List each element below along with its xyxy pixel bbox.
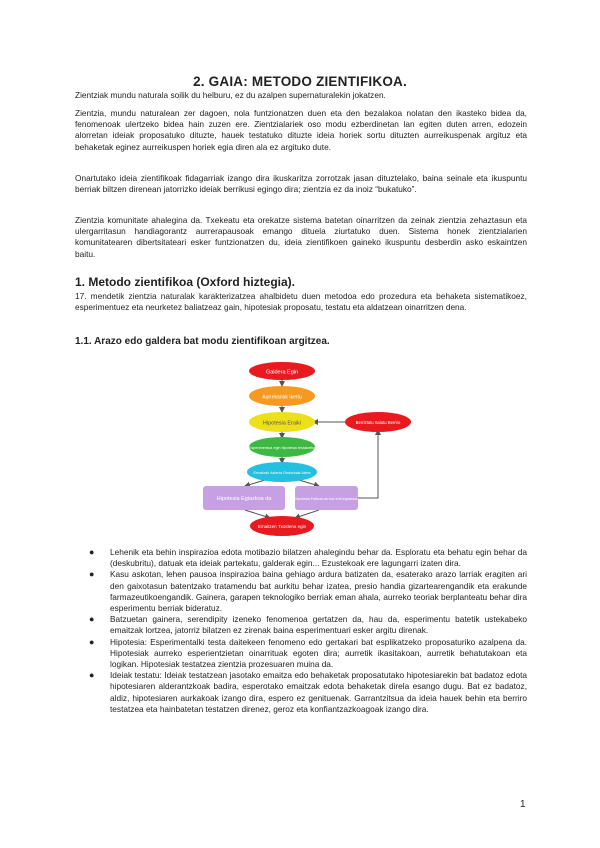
list-item: ● Ideiak testatu: Ideiak testatzean jasotako emaitza edo behaketak proposatutako hipotesiarekin bat badatoz edota hipotesiaren alderantzkoak badira, esperotako emaitzak edota behaketak direla esango dugu. Bat ez badatoz, aldiz, hipotesiaren aurkakoak izango dira, espero ez genituenak. Garrantzitsua da ideia hauek behin eta berriro testatzea eta hainbatetan testatzen direnez, geroz eta konfiantzazkoagoak izango dira. [89, 670, 527, 714]
node-galdera-egin [249, 362, 315, 380]
scientific-method-diagram [195, 358, 435, 538]
section-1-heading: 1. Metodo zientifikoa (Oxford hiztegia). [75, 275, 296, 289]
node-berriztatu [345, 412, 411, 432]
bullet-list [75, 547, 527, 715]
svg-text:Berriztatu Saiatu Berriro: Berriztatu Saiatu Berriro [355, 420, 401, 425]
page-title: 2. GAIA: METODO ZIENTIFIKOA. [193, 74, 407, 89]
node-emaitzak-aztertu [247, 462, 317, 482]
paragraph-3: Zientzia komunitate ahalegina da. Txekeatu eta orekatze sistema batetan oinarritzen da zeinak zientzia zehaztasun eta ulergarritasun handiagorantz aurrerapausoak emango dituela ziurtatuko duen. Sistema honek zientzialarien komunitatearen dibertsitateari esker funtzionatzen du, ideia zientifikoen gaineko ikuspuntu desberdin asko eskaintzen baitu. [75, 215, 527, 259]
node-aurrekariak-ikertu [249, 386, 315, 406]
node-hipotesia-faltsua [295, 486, 358, 510]
bullet-icon: ● [89, 636, 95, 647]
bullet-icon: ● [89, 670, 95, 681]
page-number: 1 [520, 799, 526, 810]
node-hipotesia-egiazkoa [203, 486, 285, 510]
list-item: ● Lehenik eta behin inspirazioa edota motibazio bilatzen ahalegindu behar da. Esploratu eta behatu egin behar da (deskubritu), datuak eta ideiak partekatu, galderak egin... Ezustekoak ere lagungarri izaten dira. [89, 547, 527, 569]
list-item: ● Hipotesia: Esperimentalki testa daitekeen fenomeno edo gertakari bat esplikatzeko proposaturiko azalpena da. Hipotesiak aurreko esperientzietan oinarrituak egoten dira; aurretik ikasitakoan, aurretik behatutakoan eta logikan. Hipotesiak testatzea zientzia prozesuaren muina da. [89, 636, 527, 670]
svg-text:Aurrekariak Ikertu: Aurrekariak Ikertu [262, 394, 302, 401]
intro-text: Zientziak mundu naturala soilik du helburu, ez du azalpen supernaturalekin jokatzen. [75, 90, 386, 100]
list-item: ● Kasu askotan, lehen pausoa inspirazioa baina gehiago ardura batizaten da, esaterako arazo larriak eragiten ari den gaixotasun batentzako tratamendu bat aurkitu behar izatea, presio handia gizartearengandik eta erakunde farmazeutikoengandik. Gainera, garapen teknologiko berriak eman ahala, aurreko teoriak berplanteatu behar dira esperimentu berriak bideratuz. [89, 569, 527, 614]
list-item: ● Batzuetan gainera, serendipity izeneko fenomenoa gertatzen da, hau da, esperimentu batetik ustekabeko emaitzak lortzea, jatorriz bilatzen ez zirenak baina esperimentuari esker argitu direnak. [89, 614, 527, 636]
node-emaitzen-txostena [250, 516, 314, 536]
svg-text:Esperimentua egin hipotesia te: Esperimentua egin hipotesia testatzeko [248, 446, 316, 450]
svg-text:Galdera Egin: Galdera Egin [265, 369, 299, 376]
paragraph-2: Onartutako ideia zientifikoak fidagarriak izango dira ikuskaritza zorrotzak jasan dituztelako, baina seinale eta ikuspuntu berriak biltzen direnean jatorrizko ideiak berrikusi egingo dira; zientzia ez da inoiz “bukatuko”. [75, 173, 527, 195]
section-1-1-heading: 1.1. Arazo edo galdera bat modu zientifikoan argitzea. [75, 336, 330, 347]
paragraph-1: Zientzia, mundu naturalean zer dagoen, nola funtzionatzen duen eta den bezalakoa nolatan den ikasteko bidea da, fenomenoak ulertzeko bidea hain zuzen ere. Zientzialariek oso modu ezberdinetan lan egiten duten arren, edozein alorretan ideiak proposatuko dituzte, hauek testatuko dituzte ideia horiek sortu dituzten aurreikuspenak argituz eta behaketak eginez aurreikuspen horiek egia diren ala ez argituko dute. [75, 108, 527, 152]
node-esperimentua [249, 437, 315, 457]
bullet-icon: ● [89, 569, 95, 580]
svg-text:Hipotesia Faltsua da edo erdi-: Hipotesia Faltsua da edo erdi-egiazkoa [294, 497, 358, 501]
svg-text:Hipotesia Egiazkoa da: Hipotesia Egiazkoa da [216, 496, 272, 502]
section-1-text: 17. mendetik zientzia naturalak karakterizatzea ahalbidetu duen metodoa edo prozedura eta behaketa sistematikoez, esperimentuez eta neurketez baliatzeaz gain, hipotesiak proposatu, testatu eta aldatzean oinarritzen dena. [75, 291, 527, 313]
node-hipotesia-eraiki [249, 412, 315, 432]
bullet-icon: ● [89, 614, 95, 625]
svg-text:Hipotesia Eraiki: Hipotesia Eraiki [262, 420, 302, 427]
svg-text:Emaitzak Aztertu Ondorioak Ate: Emaitzak Aztertu Ondorioak Atera [253, 471, 311, 475]
svg-text:Emaitzen Txostena egin: Emaitzen Txostena egin [257, 524, 307, 529]
bullet-icon: ● [89, 547, 95, 557]
